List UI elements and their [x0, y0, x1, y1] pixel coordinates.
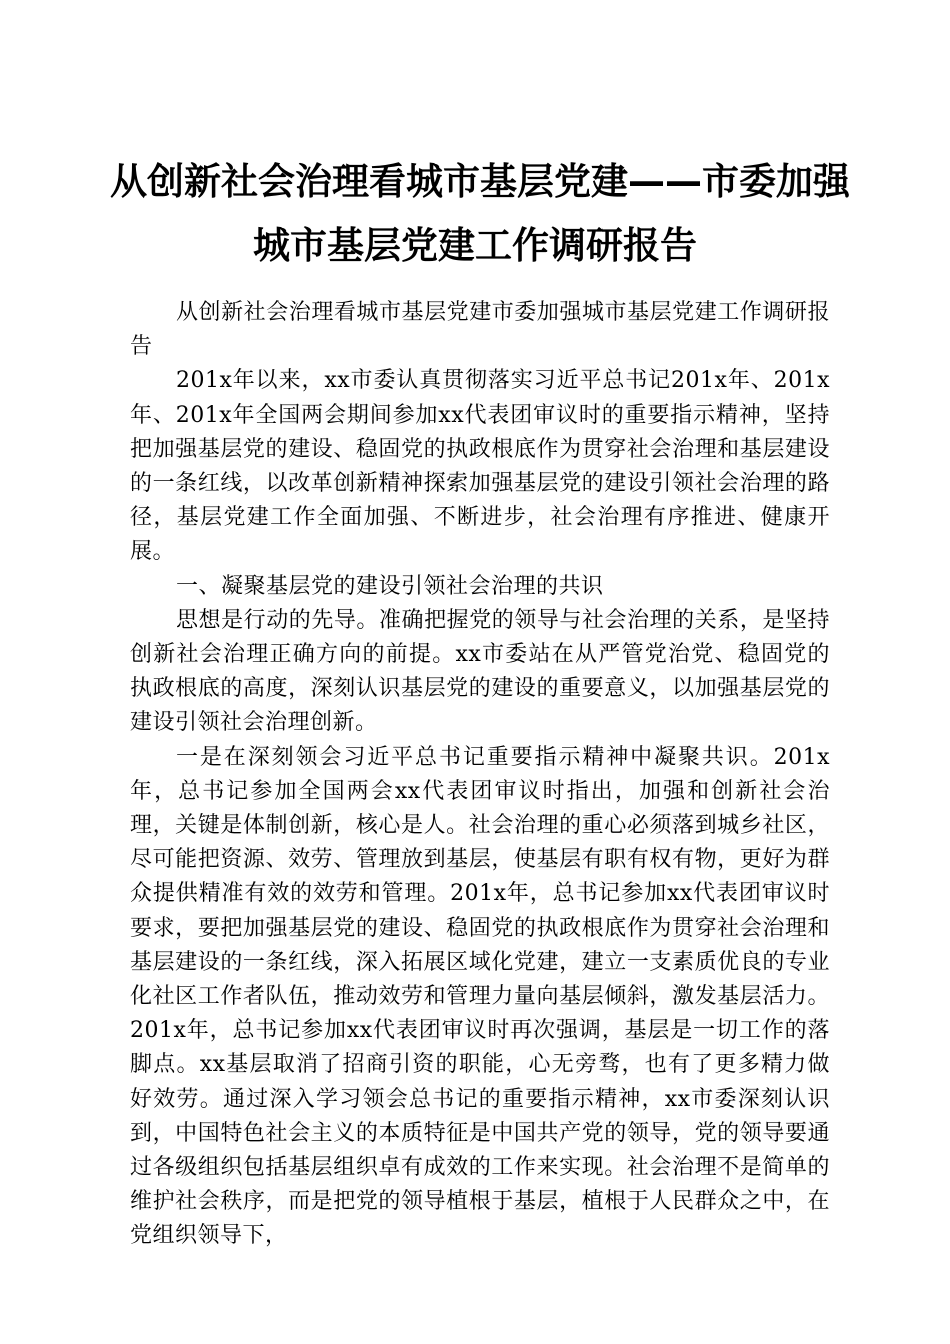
- document-title-line-1: 从创新社会治理看城市基层党建——市委加强: [110, 160, 850, 203]
- intro-paragraph: 201x年以来，xx市委认真贯彻落实习近平总书记201x年、201x年、201x年全国两会期间参加xx代表团审议时的重要指示精神，坚持把加强基层党的建设、稳固党的执政根底作为贯穿社会治理和基层建设的一条红线，以改革创新精神探索加强基层党的建设引领社会治理的路径，基层党建工作全面加强、不断进步，社会治理有序推进、健康开展。: [130, 368, 830, 565]
- subtitle-paragraph: 从创新社会治理看城市基层党建市委加强城市基层党建工作调研报告: [130, 300, 830, 360]
- body-paragraph: 一是在深刻领会习近平总书记重要指示精神中凝聚共识。201x年，总书记参加全国两会xx代表团审议时指出，加强和创新社会治理，关键是体制创新，核心是人。社会治理的重心必须落到城乡社区，尽可能把资源、效劳、管理放到基层，使基层有职有权有物，更好为群众提供精准有效的效劳和管理。201x年，总书记参加xx代表团审议时要求，要把加强基层党的建设、稳固党的执政根底作为贯穿社会治理和基层建设的一条红线，深入拓展区域化党建，建立一支素质优良的专业化社区工作者队伍，推动效劳和管理力量向基层倾斜，激发基层活力。201x年，总书记参加xx代表团审议时再次强调，基层是一切工作的落脚点。xx基层取消了招商引资的职能，心无旁骛，也有了更多精力做好效劳。通过深入学习领会总书记的重要指示精神，xx市委深刻认识到，中国特色社会主义的本质特征是中国共产党的领导，党的领导要通过各级组织包括基层组织卓有成效的工作来实现。社会治理不是简单的维护社会秩序，而是把党的领导植根于基层，植根于人民群众之中，在党组织领导下，: [130, 744, 830, 1249]
- document-title-line-2: 城市基层党建工作调研报告: [253, 224, 697, 267]
- document-body: [130, 296, 830, 1254]
- body-paragraph: 思想是行动的先导。准确把握党的领导与社会治理的关系，是坚持创新社会治理正确方向的前提。xx市委站在从严管党治党、稳固党的执政根底的高度，深刻认识基层党的建设的重要意义，以加强基层党的建设引领社会治理创新。: [130, 607, 830, 736]
- section-heading: 一、凝聚基层党的建设引领社会治理的共识: [176, 573, 604, 599]
